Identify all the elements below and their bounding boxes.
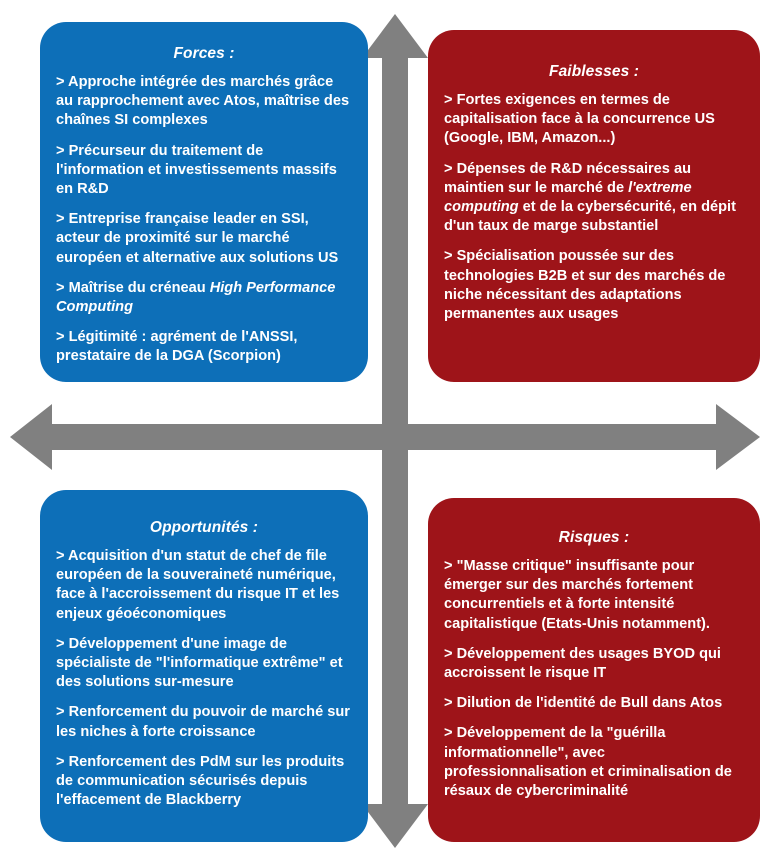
opportunities-point-list <box>56 547 352 810</box>
strengths-point-1: > Approche intégrée des marchés grâce au rapprochement avec Atos, maîtrise des chaînes SI complexes <box>56 74 350 129</box>
weaknesses-point-list <box>444 91 744 324</box>
opportunities-point-4: > Renforcement des PdM sur les produits de communication sécurisés depuis l'effacement de Blackberry <box>56 753 345 809</box>
quadrant-strengths <box>40 22 368 382</box>
risks-point-4: > Développement de la "guérilla informationnelle", avec professionnalisation et criminalisation de résaux de cybercriminalité <box>444 725 732 800</box>
opportunities-point-2: > Développement d'une image de spécialiste de "l'informatique extrême" et des solutions sur-mesure <box>56 635 343 691</box>
weaknesses-point-2-emphasis: l'extreme computing <box>444 179 692 216</box>
quadrant-risks <box>428 498 760 842</box>
opportunities-title: Opportunités : <box>149 519 259 536</box>
risks-title: Risques : <box>558 529 630 546</box>
weaknesses-point-3: > Spécialisation poussée sur des technologies B2B et sur des marchés de niche nécessitant des adaptations permanentes aux usages <box>444 248 726 323</box>
quadrant-opportunities <box>40 490 368 842</box>
weaknesses-point-1: > Fortes exigences en termes de capitalisation face à la concurrence US (Google, IBM, Amazon...) <box>444 92 715 147</box>
risks-point-1: > "Masse critique" insuffisante pour émerger sur des marchés fortement concurrentiels et à forte intensité capitalistique (Etats-Unis notamment). <box>444 558 710 632</box>
strengths-title: Forces : <box>173 45 235 62</box>
strengths-point-4-prefix: > Maîtrise du créneau <box>56 279 210 296</box>
risks-point-2: > Développement des usages BYOD qui accroissent le risque IT <box>444 645 721 682</box>
strengths-point-5: > Légitimité : agrément de l'ANSSI, prestataire de la DGA (Scorpion) <box>56 329 298 365</box>
weaknesses-point-2 <box>444 160 744 237</box>
strengths-point-list <box>56 73 352 367</box>
strengths-point-3: > Entreprise française leader en SSI, acteur de proximité sur le marché européen et alternative aux solutions US <box>56 211 339 266</box>
strengths-point-2: > Précurseur du traitement de l'information et investissements massifs en R&D <box>56 142 337 198</box>
strengths-point-4-emphasis: High Performance Computing <box>56 279 336 316</box>
vertical-double-arrow <box>362 14 428 848</box>
opportunities-point-1: > Acquisition d'un statut de chef de file européen de la souveraineté numérique, face à l'accroissement du risque IT et les enjeux géoéconomiques <box>56 548 340 622</box>
risks-point-3: > Dilution de l'identité de Bull dans Atos <box>444 695 723 712</box>
weaknesses-point-2-prefix: > Dépenses de R&D nécessaires au maintien sur le marché de <box>444 160 692 196</box>
weaknesses-point-2-suffix: et de la cybersécurité, en dépit d'un taux de marge substantiel <box>444 199 736 235</box>
strengths-point-4 <box>56 279 352 317</box>
horizontal-double-arrow <box>10 404 760 470</box>
risks-point-list <box>444 557 744 801</box>
quadrant-weaknesses <box>428 30 760 382</box>
weaknesses-title: Faiblesses : <box>549 63 639 80</box>
opportunities-point-3: > Renforcement du pouvoir de marché sur les niches à forte croissance <box>56 704 350 740</box>
